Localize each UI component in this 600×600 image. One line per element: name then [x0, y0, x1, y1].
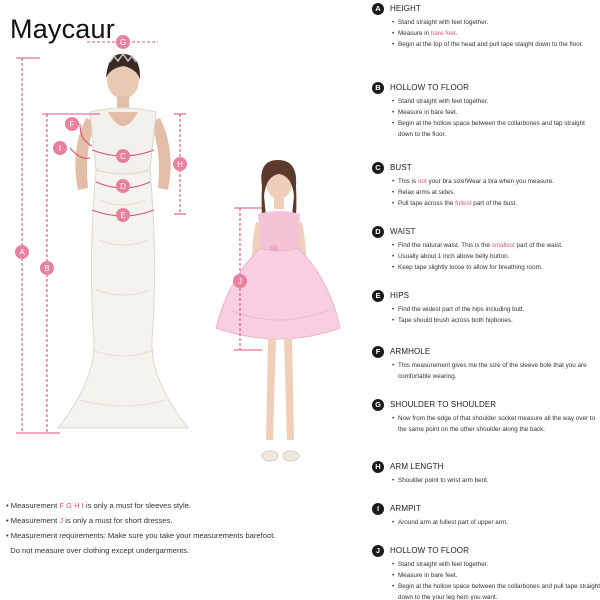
badge-j: J — [372, 545, 384, 557]
badge-h: H — [372, 461, 384, 473]
list-item: • Around arm at fullest part of upper arm. — [392, 517, 600, 528]
long-gown-figure — [58, 54, 188, 428]
section-title: WAIST — [390, 227, 416, 236]
svg-text:I: I — [58, 144, 62, 153]
badge-d: D — [372, 226, 384, 238]
section-title: HOLLOW TO FLOOR — [390, 83, 469, 92]
list-item: • Find the widest part of the hips including butt. — [392, 304, 600, 315]
label-marker-d — [116, 179, 130, 193]
label-marker-i — [53, 141, 67, 155]
section-height — [372, 2, 600, 50]
badge-i: I — [372, 503, 384, 515]
section-armpit — [372, 502, 600, 528]
badge-a: A — [372, 3, 384, 15]
label-marker-j — [233, 274, 247, 288]
list-item: • Measure in bare feet. — [392, 28, 600, 39]
section-shoulder-to-shoulder — [372, 398, 600, 435]
list-item: • Shoulder point to wrist arm bent. — [392, 475, 600, 486]
measurement-illustration — [0, 0, 360, 480]
note-row: • Measurement F G H I is only a must for sleeves style. — [6, 501, 191, 510]
section-hips — [372, 289, 600, 326]
section-title: HIPS — [390, 291, 410, 300]
measurement-guide — [372, 0, 600, 600]
short-dress-figure — [216, 160, 340, 461]
svg-text:B: B — [44, 264, 50, 273]
section-hollow-to-floor — [372, 81, 600, 140]
section-armhole — [372, 345, 600, 382]
section-title: HEIGHT — [390, 4, 421, 13]
list-item: • Stand straight with feet together. — [392, 96, 600, 107]
section-title: ARMHOLE — [390, 347, 431, 356]
section-title: SHOULDER TO SHOULDER — [390, 400, 497, 409]
label-marker-c — [116, 149, 130, 163]
section-title: HOLLOW TO FLOOR — [390, 546, 469, 555]
list-item: • Measure in bare feet. — [392, 107, 600, 118]
list-item: • Tape should brush across both hipbones. — [392, 315, 600, 326]
badge-c: C — [372, 162, 384, 174]
list-item: • Keep tape slightly loose to allow for breathing room. — [392, 262, 600, 273]
svg-text:E: E — [120, 211, 126, 220]
badge-f: F — [372, 346, 384, 358]
list-item: • This measurement gives me the size of the sleeve bole that you are comfortable wearing. — [392, 360, 600, 382]
note-row: Do not measure over clothing except undergarments. — [6, 546, 190, 555]
svg-text:F: F — [69, 120, 75, 129]
label-marker-b — [40, 261, 54, 275]
list-item: • Begin at the hollow space between the collarbones and tap straight down to the floor. — [392, 118, 600, 140]
svg-text:C: C — [120, 152, 126, 161]
svg-text:D: D — [120, 182, 126, 191]
label-marker-g — [116, 35, 130, 49]
svg-text:G: G — [119, 38, 127, 47]
list-item: • Relax arms at sides. — [392, 187, 600, 198]
section-waist — [372, 225, 600, 273]
badge-g: G — [372, 399, 384, 411]
section-title: BUST — [390, 163, 412, 172]
list-item: • Stand straight with feet together. — [392, 559, 600, 570]
list-item: • Find the natural waist. This is the smallest part of the waist. — [392, 240, 600, 251]
list-item: • Measure in bare feet. — [392, 570, 600, 581]
measurement-notes — [6, 498, 356, 558]
note-row: • Measurement J is only a must for short dresses. — [6, 516, 173, 525]
section-arm-length — [372, 460, 600, 486]
label-marker-e — [116, 208, 130, 222]
list-item: • Usually about 1 inch above belly button. — [392, 251, 600, 262]
note-row: • Measurement requirements: Make sure you take your measurements barefoot. — [6, 531, 276, 540]
badge-e: E — [372, 290, 384, 302]
section-title: ARMPIT — [390, 504, 421, 513]
label-marker-f — [65, 117, 79, 131]
list-item: • Begin at the hollow space between the collarbones and pull tape straight down to the your leg hem you want. — [392, 581, 600, 600]
section-bust — [372, 161, 600, 209]
label-marker-a — [15, 245, 29, 259]
label-marker-h — [173, 157, 187, 171]
svg-text:A: A — [19, 248, 25, 257]
badge-b: B — [372, 82, 384, 94]
svg-text:H: H — [177, 160, 183, 169]
section-hollow-to-floor-short — [372, 544, 600, 600]
list-item: • This is not your bra size!Wear a bra when you measure. — [392, 176, 600, 187]
list-item: • Pull tape across the fullest part of the bust. — [392, 198, 600, 209]
brand-title: Maycaur — [10, 14, 115, 44]
list-item: • Now from the edge of that shoulder socket measure all the way over to the same point on the other shoulder along the back. — [392, 413, 600, 435]
section-title: ARM LENGTH — [390, 462, 444, 471]
list-item: • Stand straight with feet together. — [392, 17, 600, 28]
svg-text:J: J — [238, 277, 242, 286]
list-item: • Begin at the top of the head and pull tape staight down to the floor. — [392, 39, 600, 50]
